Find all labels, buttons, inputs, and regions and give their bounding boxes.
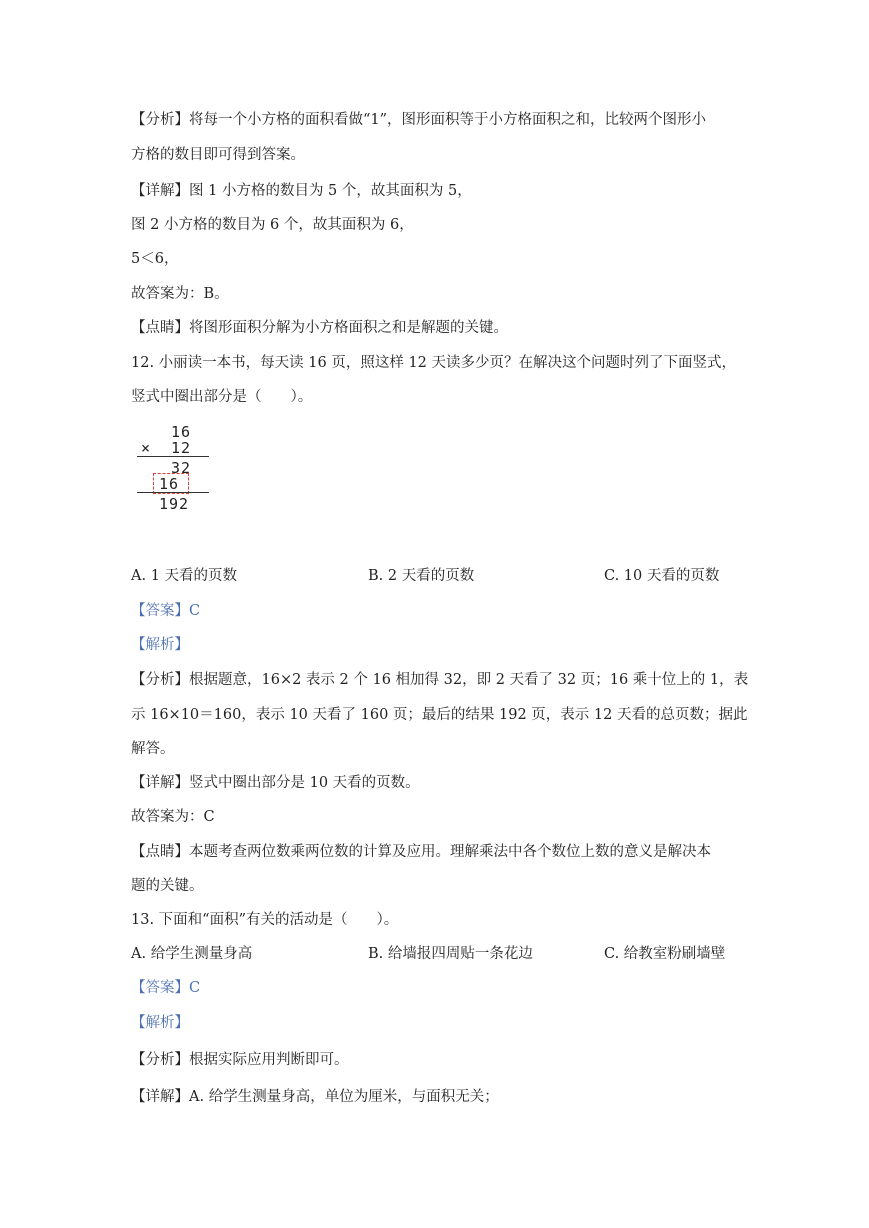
q11-answer-line: 故答案为：B。	[131, 286, 229, 302]
q12-option-b: B. 2 天看的页数	[368, 568, 475, 584]
q13-answer: 【答案】C	[131, 980, 201, 996]
q12-option-c: C. 10 天看的页数	[604, 568, 720, 584]
q11-detail-line-3: 5＜6，	[131, 251, 179, 267]
q12-jiexi-tag: 【解析】	[131, 637, 189, 653]
q12-option-a: A. 1 天看的页数	[131, 568, 238, 584]
q13-stem: 13. 下面和“面积”有关的活动是（ ）。	[131, 912, 399, 928]
q13-option-a: A. 给学生测量身高	[131, 946, 253, 962]
q11-analysis-line-1: 【分析】将每一个小方格的面积看做“1”，图形面积等于小方格面积之和，比较两个图形小	[131, 112, 707, 128]
q13-option-b: B. 给墙报四周贴一条花边	[368, 946, 533, 962]
calc-rule-2	[137, 492, 209, 493]
q12-answer	[131, 601, 200, 621]
calc-times-sign: ×	[141, 439, 152, 457]
q11-analysis-line-2: 方格的数目即可得到答案。	[131, 147, 305, 163]
q13-detail: 【详解】A. 给学生测量身高，单位为厘米，与面积无关；	[131, 1089, 499, 1105]
calc-result: 192	[159, 495, 190, 513]
q12-analysis-line-1: 【分析】根据题意，16×2 表示 2 个 16 相加得 32，即 2 天看了 32 页；16 乘十位上的 1，表	[131, 672, 749, 688]
q12-answer-text: 【答案】C	[131, 603, 201, 619]
q13-jiexi-tag: 【解析】	[131, 1015, 189, 1031]
q13-option-c: C. 给教室粉刷墙壁	[604, 946, 726, 962]
q12-detail: 【详解】竖式中圈出部分是 10 天看的页数。	[131, 775, 420, 791]
calc-multiplicand: 16	[171, 423, 192, 441]
q12-analysis-line-2: 示 16×10＝160，表示 10 天看了 160 页；最后的结果 192 页，表示 12 天看的总页数；据此	[131, 707, 748, 723]
q11-comment: 【点睛】将图形面积分解为小方格面积之和是解题的关键。	[131, 320, 508, 336]
q12-answer-line: 故答案为：C	[131, 809, 215, 825]
calc-multiplier: 12	[171, 439, 192, 457]
q11-detail-line-1: 【详解】图 1 小方格的数目为 5 个，故其面积为 5，	[131, 183, 472, 199]
q11-detail-line-2: 图 2 小方格的数目为 6 个，故其面积为 6，	[131, 217, 414, 233]
q12-stem-line-2: 竖式中圈出部分是（ ）。	[131, 389, 313, 405]
calc-partial-2: 16	[159, 475, 180, 493]
q12-stem-line-1: 12. 小丽读一本书，每天读 16 页，照这样 12 天读多少页？在解决这个问题时列了下面竖式，	[131, 355, 737, 371]
q12-comment-line-1: 【点睛】本题考查两位数乘两位数的计算及应用。理解乘法中各个数位上数的意义是解决本	[131, 844, 711, 860]
calc-rule-1	[137, 456, 209, 457]
q12-analysis-line-3: 解答。	[131, 741, 175, 757]
q12-comment-line-2: 题的关键。	[131, 878, 204, 894]
vertical-multiplication	[133, 420, 223, 515]
calc-partial-1: 32	[171, 459, 192, 477]
q13-analysis: 【分析】根据实际应用判断即可。	[131, 1052, 349, 1068]
